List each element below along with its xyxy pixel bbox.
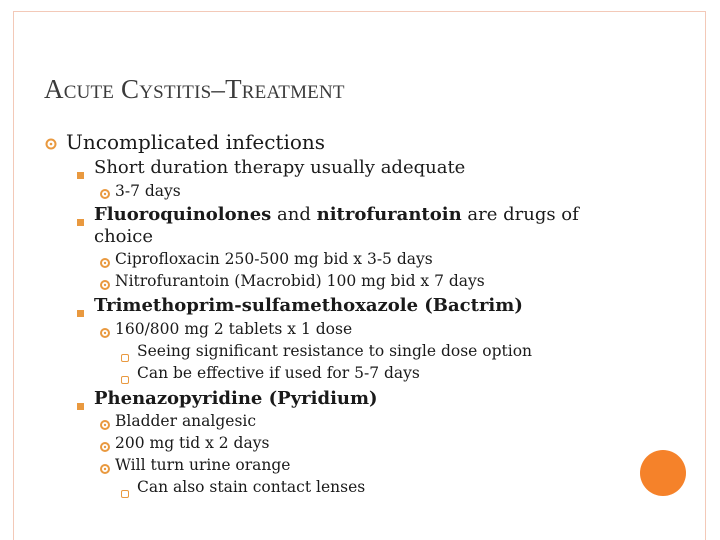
flower-bullet-icon (99, 276, 111, 295)
and-text: and (271, 204, 317, 225)
fluoroquinolones-text: Fluoroquinolones (94, 204, 272, 225)
square-bullet-icon (77, 164, 84, 183)
flower-bullet-icon (99, 324, 111, 343)
flower-bullet-icon (99, 438, 111, 457)
bullet-bactrim: Trimethoprim-sulfamethoxazole (Bactrim) (94, 295, 523, 316)
slide-title: Acute Cystitis–Treatment (44, 74, 345, 104)
bullet-resistance: Seeing significant resistance to single dose option (137, 342, 533, 360)
bullet-nitrofurantoin: Nitrofurantoin (Macrobid) 100 mg bid x 7 days (115, 272, 485, 290)
bullet-pyridium: Phenazopyridine (Pyridium) (94, 388, 378, 409)
square-bullet-icon (77, 302, 84, 321)
bullet-5-7-days: Can be effective if used for 5-7 days (137, 364, 420, 382)
bullet-ciprofloxacin: Ciprofloxacin 250-500 mg bid x 3-5 days (115, 250, 433, 268)
bullet-uncomplicated-infections: Uncomplicated infections (66, 130, 326, 154)
square-bullet-icon (77, 211, 84, 230)
square-outline-bullet-icon (121, 369, 129, 388)
bullet-urine-orange: Will turn urine orange (115, 456, 291, 474)
bullet-3-7-days: 3-7 days (115, 182, 181, 200)
ring-bullet-icon (44, 136, 58, 155)
bullet-200-mg: 200 mg tid x 2 days (115, 434, 270, 452)
bullet-drugs-of-choice (94, 206, 579, 224)
decorative-orange-circle (640, 450, 686, 496)
bullet-160-800-dose: 160/800 mg 2 tablets x 1 dose (115, 320, 353, 338)
flower-bullet-icon (99, 460, 111, 479)
bullet-bladder-analgesic: Bladder analgesic (115, 412, 257, 430)
flower-bullet-icon (99, 254, 111, 273)
choice-text: choice (94, 226, 154, 247)
flower-bullet-icon (99, 185, 111, 204)
nitrofurantoin-text: nitrofurantoin (316, 204, 462, 225)
flower-bullet-icon (99, 416, 111, 435)
square-outline-bullet-icon (121, 483, 129, 502)
bullet-contact-lenses: Can also stain contact lenses (137, 478, 366, 496)
square-bullet-icon (77, 395, 84, 414)
are-drugs-of-text: are drugs of (461, 204, 579, 225)
square-outline-bullet-icon (121, 347, 129, 366)
bullet-short-duration: Short duration therapy usually adequate (94, 157, 466, 178)
